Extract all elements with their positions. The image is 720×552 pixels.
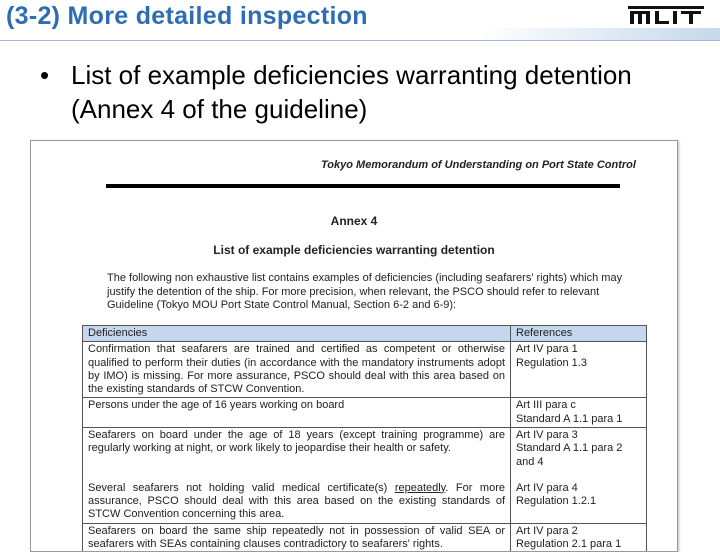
reference-line: Art IV para 4 [516, 481, 578, 494]
deficiency-cell: Confirmation that seafarers are trained and certified as competent or otherwise qualified to perform their duties (in accordance with the mandatory instruments adopt by IMO) is missing. For more assurance, PSCO should deal with this area based on the existing standards of STCW Convention. [83, 342, 511, 398]
annex-subtitle: List of example deficiencies warranting detention [213, 243, 495, 257]
reference-line: Standard A 1.1 para 1 [516, 412, 623, 425]
mlit-logo [628, 4, 704, 26]
title-accent-gradient [480, 28, 720, 40]
reference-line: Standard A 1.1 para 2 [516, 442, 623, 455]
document-header: Tokyo Memorandum of Understanding on Port State Control [321, 159, 636, 171]
bullet-text: List of example deficiencies warranting detention (Annex 4 of the guideline) [71, 60, 632, 124]
column-header-deficiencies: Deficiencies [83, 326, 511, 342]
table-header-row [83, 326, 647, 342]
reference-cell [511, 428, 647, 523]
bullet-point [40, 58, 700, 126]
reference-line: Art IV para 3 [516, 429, 578, 442]
reference-cell [511, 398, 647, 428]
deficiency-table [82, 325, 647, 552]
intro-paragraph: The following non exhaustive list contains examples of deficiencies (including seafarers' rights) which may justify the detention of the ship. For more precision, when relevant, the PSCO should refer to relevant Guideline (Tokyo MOU Port State Control Manual, Section 6-2 and 6-9): [107, 272, 623, 311]
reference-line: Regulation 2.1 para 1 [516, 537, 622, 550]
deficiency-text: . For more assurance, PSCO should deal with this area based on the existing standards of STCW Convention concerning this area. [88, 481, 505, 521]
reference-line: Regulation 1.2.1 [516, 495, 597, 508]
deficiency-underlined-text: repeatedly [394, 481, 446, 494]
deficiency-cell: Persons under the age of 16 years working on board [83, 398, 511, 428]
reference-line: Regulation 1.3 [516, 356, 587, 369]
table-row [83, 398, 647, 428]
deficiency-text: Seafarers on board under the age of 18 years (except training programme) are regularly working at night, or work likely to jeopardise their health or safety. [88, 429, 505, 455]
reference-line: Art III para c [516, 399, 576, 412]
reference-line: Art IV para 1 [516, 343, 578, 356]
table-row [83, 523, 647, 552]
table-row [83, 428, 647, 523]
slide-title: (3-2) More detailed inspection [6, 2, 368, 30]
document-image [30, 140, 678, 552]
column-header-references: References [511, 326, 647, 342]
reference-cell [511, 523, 647, 552]
deficiency-cell: Seafarers on board the same ship repeatedly not in possession of valid SEA or seafarers with SEAs containing clauses contradictory to seafarers' rights. [83, 523, 511, 552]
header-rule [106, 184, 620, 188]
deficiency-cell [83, 428, 511, 523]
annex-title: Annex 4 [330, 214, 378, 228]
reference-line: Art IV para 2 [516, 524, 578, 537]
table-row [83, 342, 647, 398]
deficiency-text: Several seafarers not holding valid medical certificate(s) [88, 481, 395, 494]
reference-line: and 4 [516, 455, 544, 468]
bullet-dot-icon: • [40, 60, 50, 90]
reference-cell [511, 342, 647, 398]
title-divider [0, 40, 720, 41]
